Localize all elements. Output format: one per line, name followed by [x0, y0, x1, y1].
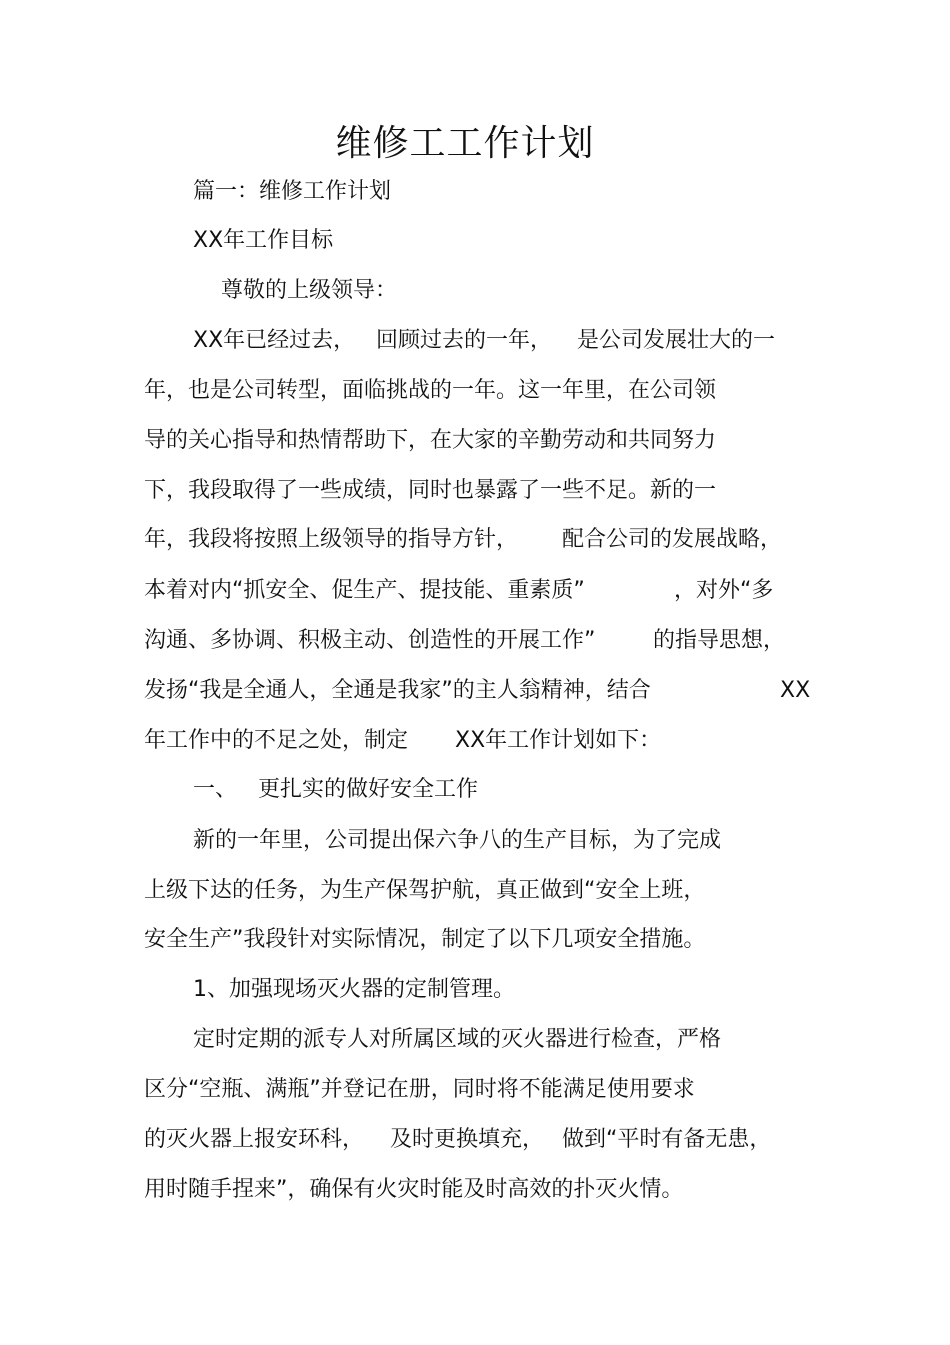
paragraph-3-segment: 做到“平时有备无患，: [562, 1127, 772, 1152]
paragraph-1-segment: 回顾过去的一年，: [376, 328, 553, 353]
paragraph-3-line: 用时随手捏来”，确保有火灾时能及时高效的扑灭火情。: [144, 1177, 684, 1202]
paragraph-1-segment: 的指导思想，: [653, 628, 786, 653]
paragraph-3-line: 区分“空瓶、满瓶”并登记在册，同时将不能满足使用要求: [144, 1077, 695, 1102]
paragraph-1-line: 导的关心指导和热情帮助下，在大家的辛勤劳动和共同努力: [144, 428, 717, 453]
paragraph-2-line: 安全生产”我段针对实际情况，制定了以下几项安全措施。: [144, 927, 706, 952]
paragraph-1-segment: 沟通、多协调、积极主动、创造性的开展工作”: [144, 628, 596, 653]
paragraph-2-line: 上级下达的任务，为生产保驾护航，真正做到“安全上班，: [144, 878, 706, 903]
paragraph-1-line: 年，也是公司转型，面临挑战的一年。这一年里，在公司领: [144, 378, 717, 403]
paragraph-1-segment: 是公司发展壮大的一: [577, 328, 776, 353]
paragraph-1-segment: XX年工作计划如下：: [455, 728, 662, 753]
paragraph-3-segment: 的灭火器上报安环科，: [144, 1127, 365, 1152]
paragraph-1-segment: 发扬“我是全通人，全通是我家”的主人翁精神，结合: [144, 678, 651, 703]
heading-annual-goal: XX年工作目标: [193, 228, 334, 253]
section-number: 一、: [193, 777, 238, 802]
paragraph-1-segment: 年工作中的不足之处，制定: [144, 728, 409, 753]
paragraph-1-line: 下，我段取得了一些成绩，同时也暴露了一些不足。新的一: [144, 478, 717, 503]
list-item-1: 1、加强现场灭火器的定制管理。: [193, 977, 515, 1002]
section-title: 更扎实的做好安全工作: [258, 777, 479, 802]
paragraph-1-segment: XX年已经过去，: [193, 328, 356, 353]
salutation: 尊敬的上级领导：: [221, 278, 398, 303]
paragraph-2-line: 新的一年里，公司提出保六争八的生产目标，为了完成: [193, 828, 722, 853]
paragraph-1-segment: ，对外“多: [674, 578, 774, 603]
heading-article-one: 篇一：维修工作计划: [193, 179, 392, 204]
paragraph-1-segment: 配合公司的发展战略，: [562, 527, 783, 552]
paragraph-1-segment: XX: [780, 678, 811, 703]
paragraph-1-segment: 年，我段将按照上级领导的指导方针，: [144, 527, 519, 552]
paragraph-3-segment: 及时更换填充，: [390, 1127, 545, 1152]
paragraph-1-segment: 本着对内“抓安全、促生产、提技能、重素质”: [144, 578, 585, 603]
document-title: 维修工工作计划: [335, 123, 595, 164]
paragraph-3-line: 定时定期的派专人对所属区域的灭火器进行检查，严格: [193, 1027, 722, 1052]
